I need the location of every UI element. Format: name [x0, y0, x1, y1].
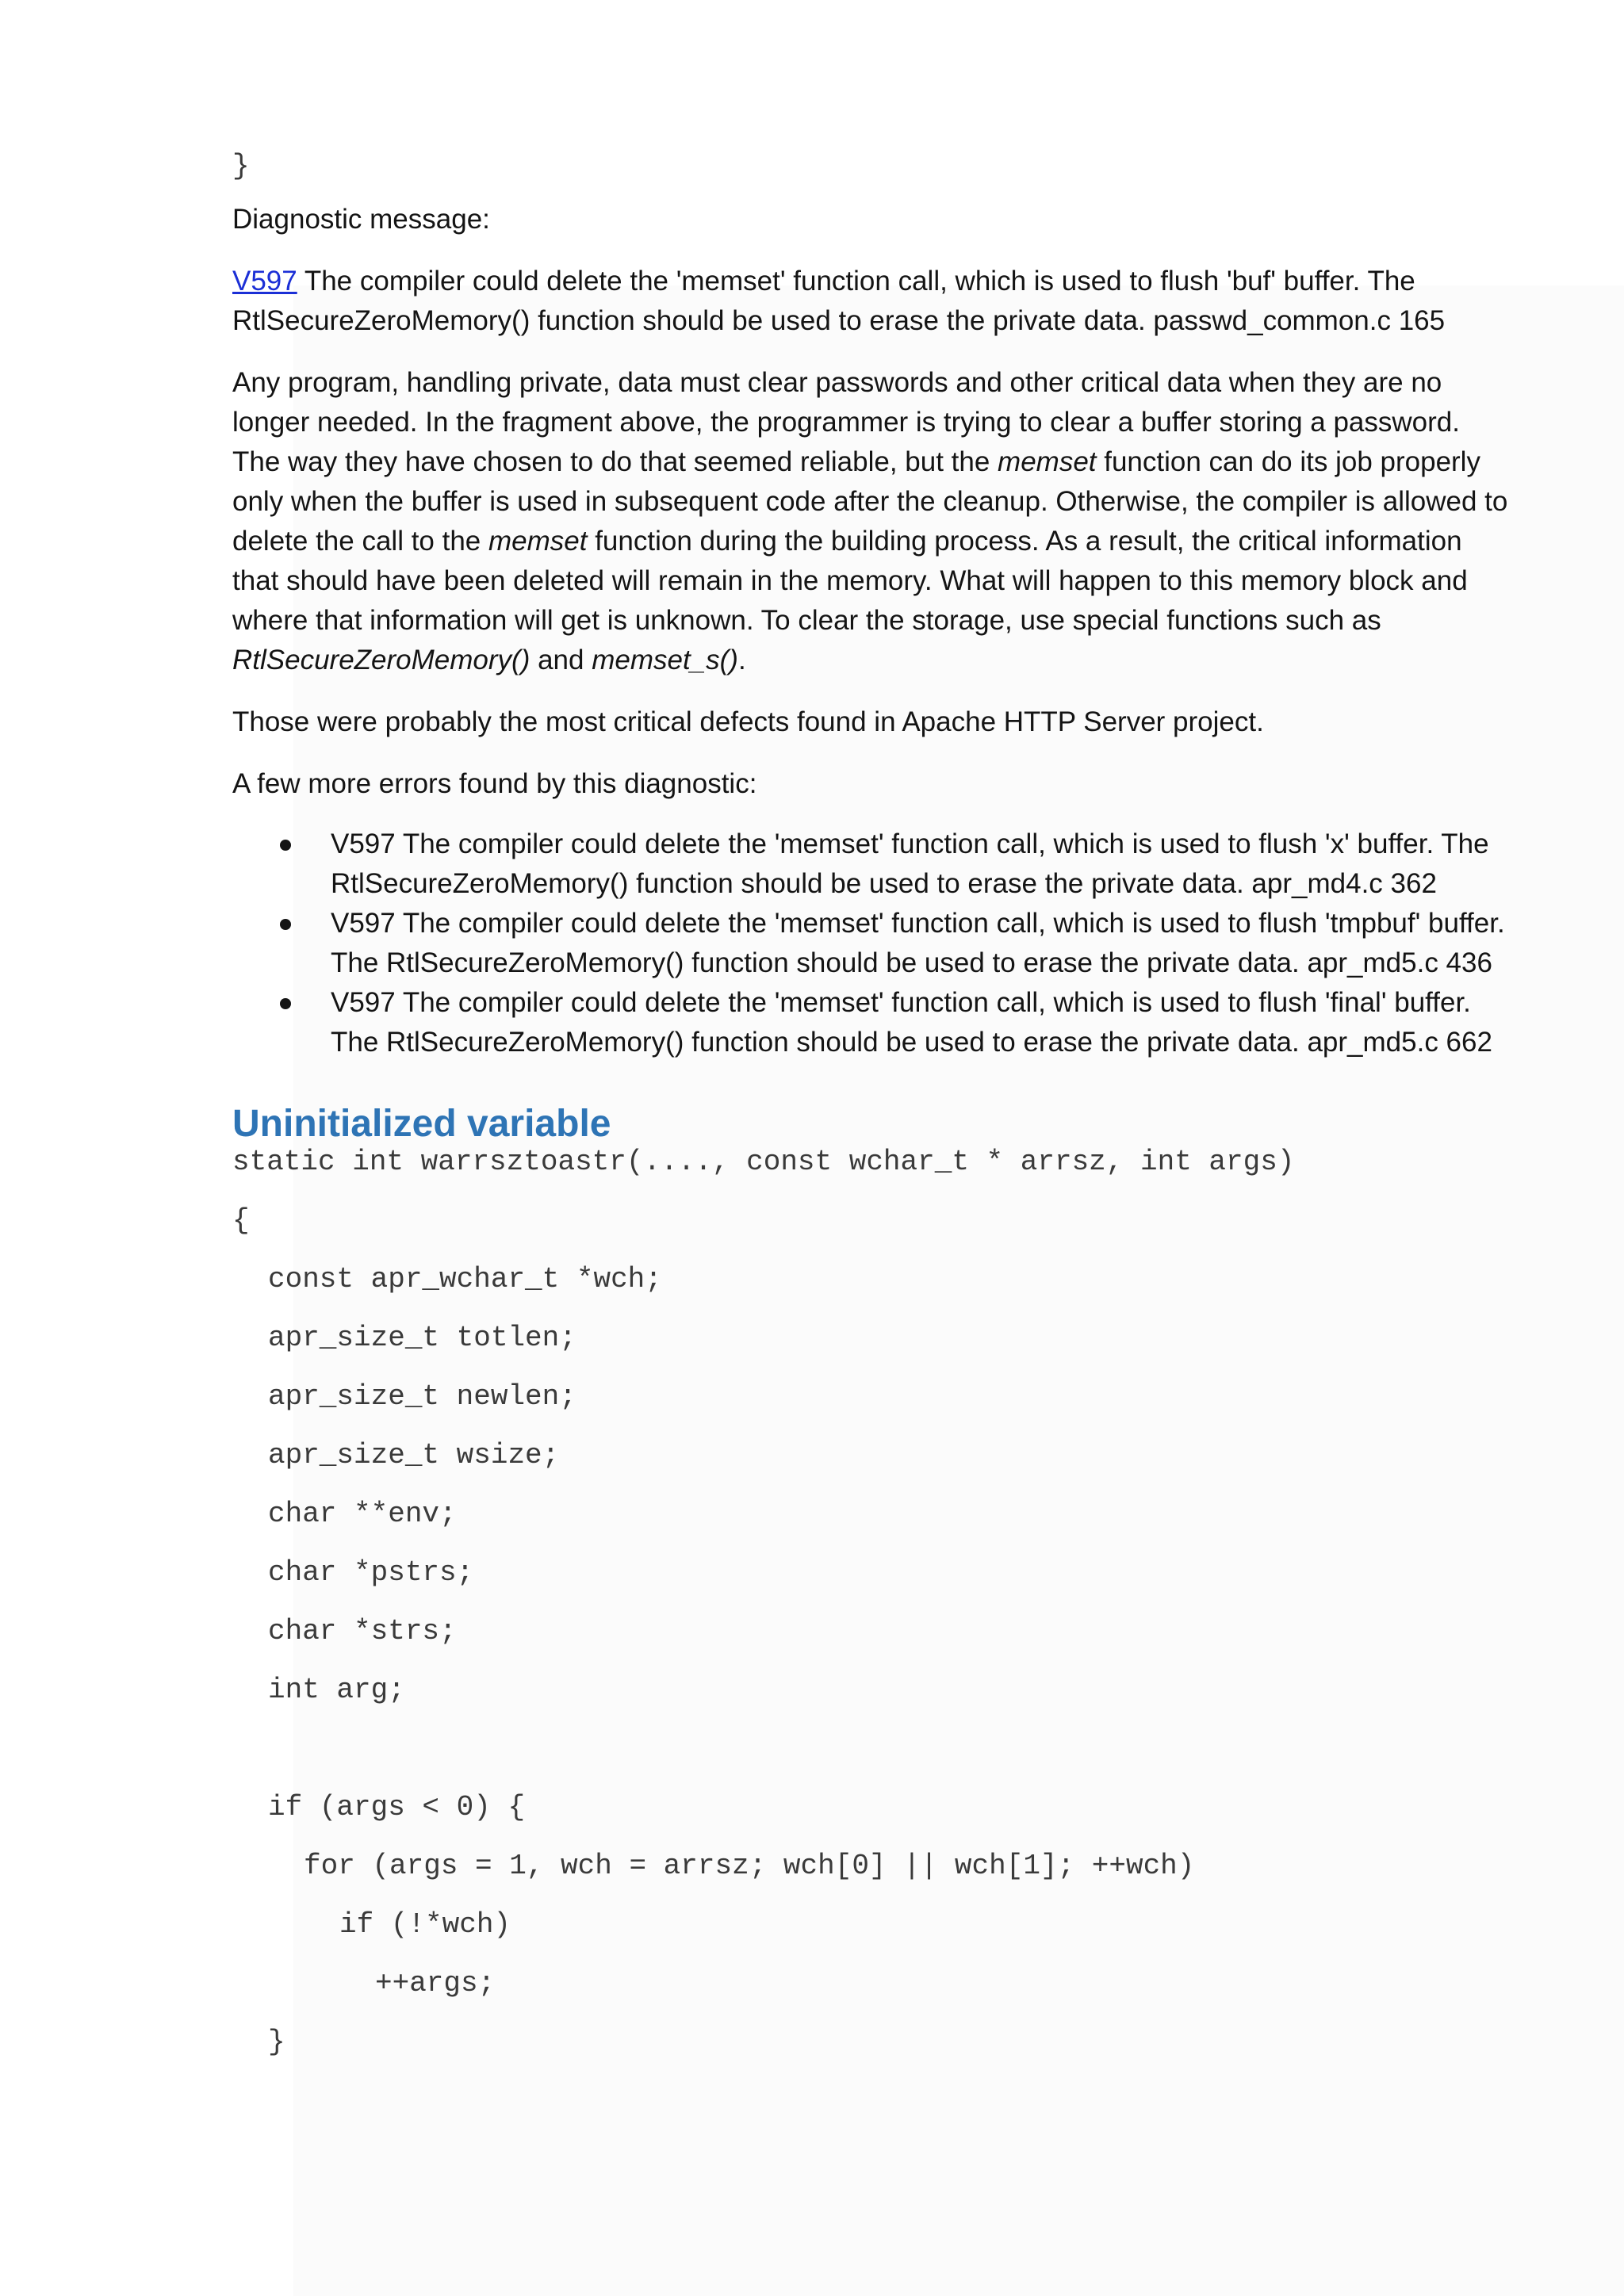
- summary-paragraph: Those were probably the most critical defects found in Apache HTTP Server project.: [232, 706, 1264, 737]
- code-line: char **env;: [268, 1498, 457, 1530]
- code-line: char *pstrs;: [268, 1556, 474, 1589]
- list-item-text: V597 The compiler could delete the 'memset' function call, which is used to flush 'x' buffer. The RtlSecureZeroMemory() function should be used to erase the private data. apr_md4.c 362: [331, 828, 1489, 899]
- code-line: for (args = 1, wch = arrsz; wch[0] || wch[1]; ++wch): [304, 1850, 1195, 1882]
- bullet-icon: [280, 919, 291, 930]
- v597-link[interactable]: V597: [232, 266, 297, 297]
- code-line: static int warrsztoastr(...., const wchar_t * arrsz, int args): [232, 1146, 1295, 1178]
- bullet-icon: [280, 840, 291, 851]
- list-item-text: V597 The compiler could delete the 'memset' function call, which is used to flush 'final' buffer. The RtlSecureZeroMemory() function should be used to erase the private data. apr_md5.c 662: [331, 987, 1492, 1058]
- explanation-text-2: function can do its job properly only when the buffer is used in subsequent code after the cleanup. Otherwise, the compiler is allowed to delete the call to the: [232, 446, 1508, 557]
- code-line: if (!*wch): [339, 1908, 511, 1941]
- explanation-em-rtlsecure: RtlSecureZeroMemory(): [232, 645, 530, 675]
- list-item: [232, 904, 1509, 983]
- explanation-text-5: .: [737, 645, 746, 675]
- list-item: [232, 983, 1509, 1062]
- diagnostic-message: [232, 262, 1509, 341]
- explanation-text-1: Any program, handling private, data must clear passwords and other critical data when they are no longer needed. In the fragment above, the programmer is trying to clear a buffer storing a password. The way they have chosen to do that seemed reliable, but the: [232, 367, 1460, 477]
- code-line: if (args < 0) {: [268, 1791, 526, 1823]
- explanation-em-memset-2: memset: [488, 526, 588, 557]
- list-item: [232, 825, 1509, 904]
- diagnostic-label: Diagnostic message:: [232, 204, 490, 235]
- more-errors-list: [232, 825, 1509, 1062]
- list-item-text: V597 The compiler could delete the 'memset' function call, which is used to flush 'tmpbuf' buffer. The RtlSecureZeroMemory() function should be used to erase the private data. apr_md5.c 436: [331, 908, 1505, 978]
- code-line-blank: [232, 1733, 1509, 1792]
- explanation-paragraph: [232, 363, 1509, 680]
- code-line: {: [232, 1204, 250, 1237]
- page-content: [232, 151, 1509, 2085]
- explanation-text-3: function during the building process. As a result, the critical information that should have been deleted will remain in the memory. What will happen to this memory block and where that information will get is unknown. To clear the storage, use special functions such as: [232, 526, 1468, 636]
- explanation-text-4: and: [530, 645, 592, 675]
- code-line: apr_size_t wsize;: [268, 1439, 560, 1471]
- code-line: int arg;: [268, 1674, 405, 1706]
- explanation-em-memset-s: memset_s(): [592, 645, 738, 675]
- section-heading: Uninitialized variable: [232, 1103, 611, 1145]
- code-line: }: [268, 2026, 285, 2058]
- explanation-em-memset-1: memset: [998, 446, 1097, 477]
- code-closing-brace: }: [232, 150, 250, 182]
- code-line: const apr_wchar_t *wch;: [268, 1263, 662, 1295]
- more-errors-label: A few more errors found by this diagnostic:: [232, 768, 757, 799]
- diagnostic-text: The compiler could delete the 'memset' function call, which is used to flush 'buf' buffer. The RtlSecureZeroMemory() function should be used to erase the private data. passwd_common.c 165: [232, 266, 1446, 336]
- bullet-icon: [280, 998, 291, 1009]
- code-line: char *strs;: [268, 1615, 457, 1647]
- code-line: ++args;: [375, 1967, 496, 1999]
- code-line: apr_size_t totlen;: [268, 1322, 576, 1354]
- code-line: apr_size_t newlen;: [268, 1380, 576, 1413]
- code-block: [232, 1146, 1509, 2085]
